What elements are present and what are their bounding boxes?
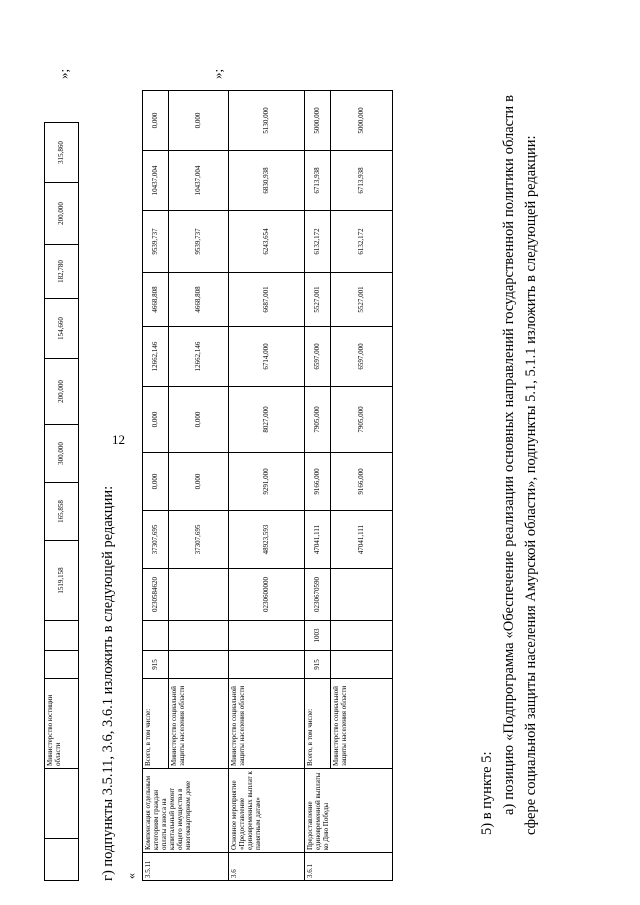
paragraph: 5) в пункте 5: (479, 751, 495, 835)
value-cell: 154,660 (45, 299, 79, 359)
cell-empty (45, 769, 79, 839)
value-cell: 9166,000 (305, 453, 331, 511)
value-cell: 6132,172 (331, 211, 393, 273)
value-cell: 200,000 (45, 183, 79, 245)
top-table (44, 122, 79, 881)
main-table (142, 90, 393, 881)
quote-close: »; (210, 68, 225, 79)
grbs-cell: 915 (305, 651, 331, 679)
rotated-page (40, 45, 640, 905)
org-cell: Министерство юстиции области (45, 679, 79, 769)
caption: г) подпункты 3.5.11, 3.6, 3.6.1 изложить в следующей редакции: (100, 485, 116, 881)
table-row (331, 91, 393, 881)
value-cell: 165,858 (45, 483, 79, 541)
row-sub: Министерство социальной защиты населения области (331, 679, 393, 769)
row-sub: Министерство социальной защиты населения области (169, 679, 229, 769)
value-cell: 6597,000 (331, 327, 393, 387)
value-cell: 9166,000 (331, 453, 393, 511)
row-number: 3.5.11 (143, 853, 229, 881)
value-cell: 10437,004 (143, 151, 169, 211)
cell-empty (331, 621, 393, 651)
value-cell: 5527,001 (331, 273, 393, 327)
quote-close: »; (56, 68, 71, 79)
table-row (229, 91, 305, 881)
csr-cell: 0230600000 (229, 569, 305, 621)
grbs-cell (229, 651, 305, 679)
row-sub: Всего, в том числе: (143, 679, 169, 769)
value-cell: 0,000 (169, 91, 229, 151)
csr-cell: 0230584620 (143, 569, 169, 621)
value-cell: 315,860 (45, 123, 79, 183)
value-cell: 9291,000 (229, 453, 305, 511)
value-cell: 6713,938 (305, 151, 331, 211)
csr-cell: 0230670590 (305, 569, 331, 621)
value-cell: 6597,000 (305, 327, 331, 387)
value-cell: 200,000 (45, 359, 79, 425)
page-number: 12 (112, 432, 125, 447)
row-sub: Министерство социальной защиты населения области (229, 679, 305, 769)
value-cell: 0,000 (143, 453, 169, 511)
value-cell: 4668,808 (169, 273, 229, 327)
body-text (476, 95, 542, 835)
grbs-cell: 915 (143, 651, 169, 679)
value-cell: 5130,000 (229, 91, 305, 151)
cell-empty (169, 621, 229, 651)
value-cell: 7905,000 (305, 387, 331, 453)
value-cell: 48923,593 (229, 511, 305, 569)
cell-empty (169, 651, 229, 679)
value-cell: 300,000 (45, 425, 79, 483)
value-cell: 6132,172 (305, 211, 331, 273)
row-name: Основное мероприятие «Предоставление единовременных выплат к памятным датам» (229, 769, 305, 853)
value-cell: 8027,000 (229, 387, 305, 453)
value-cell: 6687,001 (229, 273, 305, 327)
value-cell: 0,000 (143, 387, 169, 453)
cell-empty (45, 839, 79, 881)
value-cell: 12662,146 (169, 327, 229, 387)
row-number: 3.6 (229, 853, 305, 881)
row-name: Компенсация отдельным категориям граждан оплаты взноса на капитальный ремонт общего имущества в многоквартирном доме (143, 769, 229, 853)
value-cell: 7905,000 (331, 387, 393, 453)
table-row (143, 91, 169, 881)
cell-empty (331, 569, 393, 621)
table-row (169, 91, 229, 881)
value-cell: 9539,737 (143, 211, 169, 273)
code-cell: 1003 (305, 621, 331, 651)
code-cell (143, 621, 169, 651)
cell-empty (169, 569, 229, 621)
value-cell: 6713,938 (331, 151, 393, 211)
value-cell: 47041,111 (331, 511, 393, 569)
value-cell: 10437,004 (169, 151, 229, 211)
value-cell: 1519,158 (45, 541, 79, 621)
cell-empty (45, 621, 79, 651)
row-sub: Всего, в том числе: (305, 679, 331, 769)
value-cell: 12662,146 (143, 327, 169, 387)
value-cell: 5527,001 (305, 273, 331, 327)
row-name: Предоставление единовременной выплаты ко Дню Победы (305, 769, 393, 853)
row-number: 3.6.1 (305, 853, 393, 881)
value-cell: 0,000 (169, 453, 229, 511)
cell-empty (331, 651, 393, 679)
table-row (305, 91, 331, 881)
value-cell: 0,000 (169, 387, 229, 453)
value-cell: 4668,808 (143, 273, 169, 327)
value-cell: 5000,000 (331, 91, 393, 151)
value-cell: 47041,111 (305, 511, 331, 569)
value-cell: 0,000 (143, 91, 169, 151)
value-cell: 5000,000 (305, 91, 331, 151)
value-cell: 37307,695 (169, 511, 229, 569)
value-cell: 6830,938 (229, 151, 305, 211)
value-cell: 6714,000 (229, 327, 305, 387)
value-cell: 182,780 (45, 245, 79, 299)
paragraph: а) позицию «Подпрограмма «Обеспечение реализации основных направлений государственной политики области в сфере социальной защиты населения Амурской области», подпункты 5.1, 5.1.1 изложить в следующей редакции: (501, 95, 539, 835)
cell-empty (45, 651, 79, 679)
code-cell (229, 621, 305, 651)
value-cell: 9539,737 (169, 211, 229, 273)
value-cell: 6243,654 (229, 211, 305, 273)
quote-open: « (124, 873, 138, 879)
value-cell: 37307,695 (143, 511, 169, 569)
